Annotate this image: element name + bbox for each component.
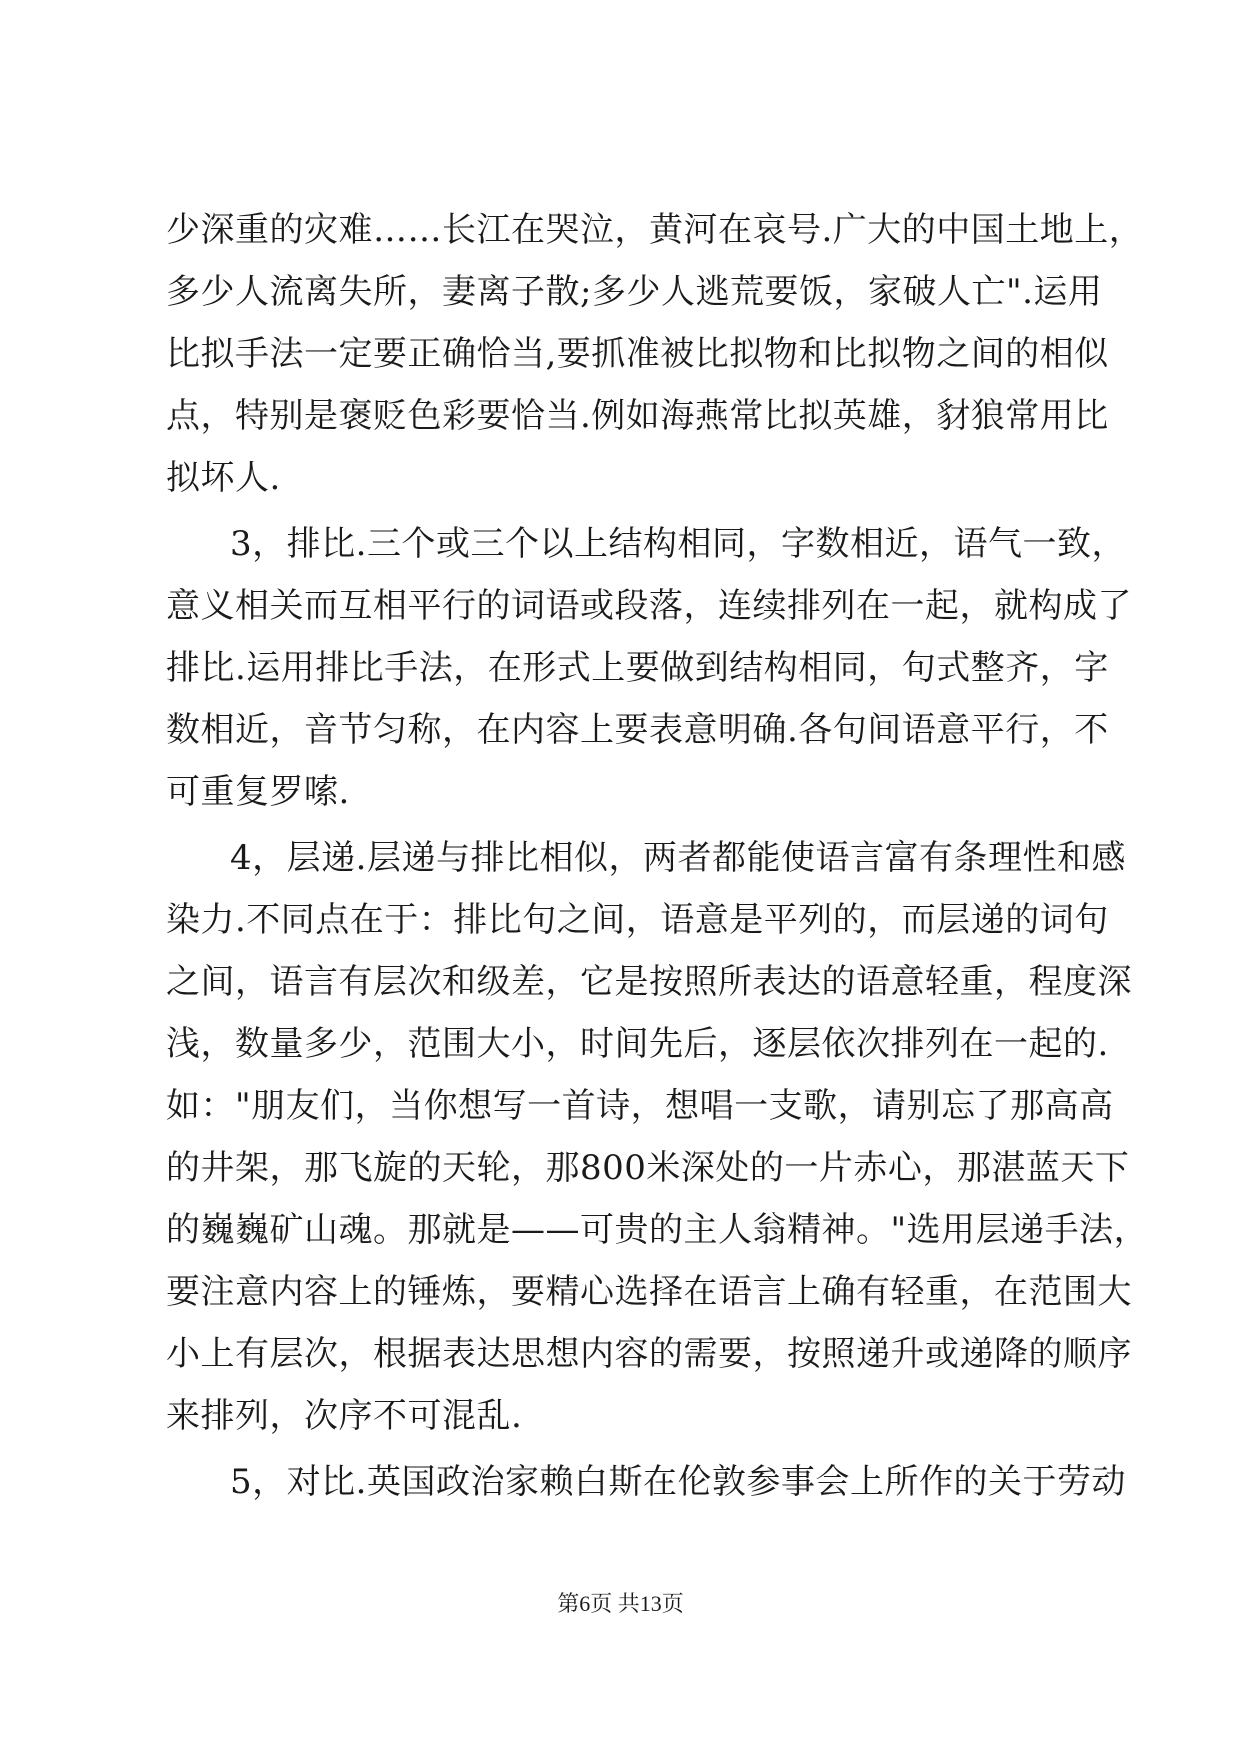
text-line-19: 小上有层次，根据表达思想内容的需要，按照递升或递降的顺序: [166, 1334, 1132, 1374]
text-line-13: 之间，语言有层次和级差，它是按照所表达的语意轻重，程度深: [166, 962, 1132, 1002]
text-line-12: 染力.不同点在于：排比句之间，语意是平列的，而层递的词句: [166, 900, 1109, 940]
text-line-18: 要注意内容上的锤炼，要精心选择在语言上确有轻重，在范围大: [166, 1272, 1132, 1312]
text-line-2: 多少人流离失所，妻离子散;多少人逃荒要饭，家破人亡".运用: [166, 272, 1103, 312]
text-line-3: 比拟手法一定要正确恰当,要抓准被比拟物和比拟物之间的相似: [166, 334, 1109, 374]
text-line-14: 浅，数量多少，范围大小，时间先后，逐层依次排列在一起的.: [166, 1024, 1109, 1064]
text-line-1: 少深重的灾难……长江在哭泣，黄河在哀号.广大的中国土地上，: [166, 210, 1144, 250]
paragraph-3-start: 3，排比.三个或三个以上结构相同，字数相近，语气一致，: [230, 524, 1126, 564]
text-line-7: 意义相关而互相平行的词语或段落，连续排列在一起，就构成了: [166, 586, 1132, 626]
page-number-footer: 第6页 共13页: [557, 1591, 684, 1616]
text-line-20: 来排列，次序不可混乱.: [166, 1396, 523, 1436]
text-line-16: 的井架，那飞旋的天轮，那800米深处的一片赤心，那湛蓝天下: [166, 1148, 1130, 1188]
paragraph-4-start: 4，层递.层递与排比相似，两者都能使语言富有条理性和感: [230, 838, 1126, 878]
text-line-8: 排比.运用排比手法，在形式上要做到结构相同，句式整齐，字: [166, 648, 1109, 688]
paragraph-5-start: 5，对比.英国政治家赖白斯在伦敦参事会上所作的关于劳动: [230, 1462, 1126, 1502]
text-line-15: 如："朋友们，当你想写一首诗，想唱一支歌，请别忘了那高高: [166, 1086, 1114, 1126]
text-line-5: 拟坏人.: [166, 458, 281, 498]
text-line-10: 可重复罗嗦.: [166, 772, 350, 812]
text-line-4: 点，特别是褒贬色彩要恰当.例如海燕常比拟英雄，豺狼常用比: [166, 396, 1109, 436]
text-line-9: 数相近，音节匀称，在内容上要表意明确.各句间语意平行，不: [166, 710, 1109, 750]
text-line-17: 的巍巍矿山魂。那就是——可贵的主人翁精神。"选用层递手法，: [166, 1210, 1149, 1250]
